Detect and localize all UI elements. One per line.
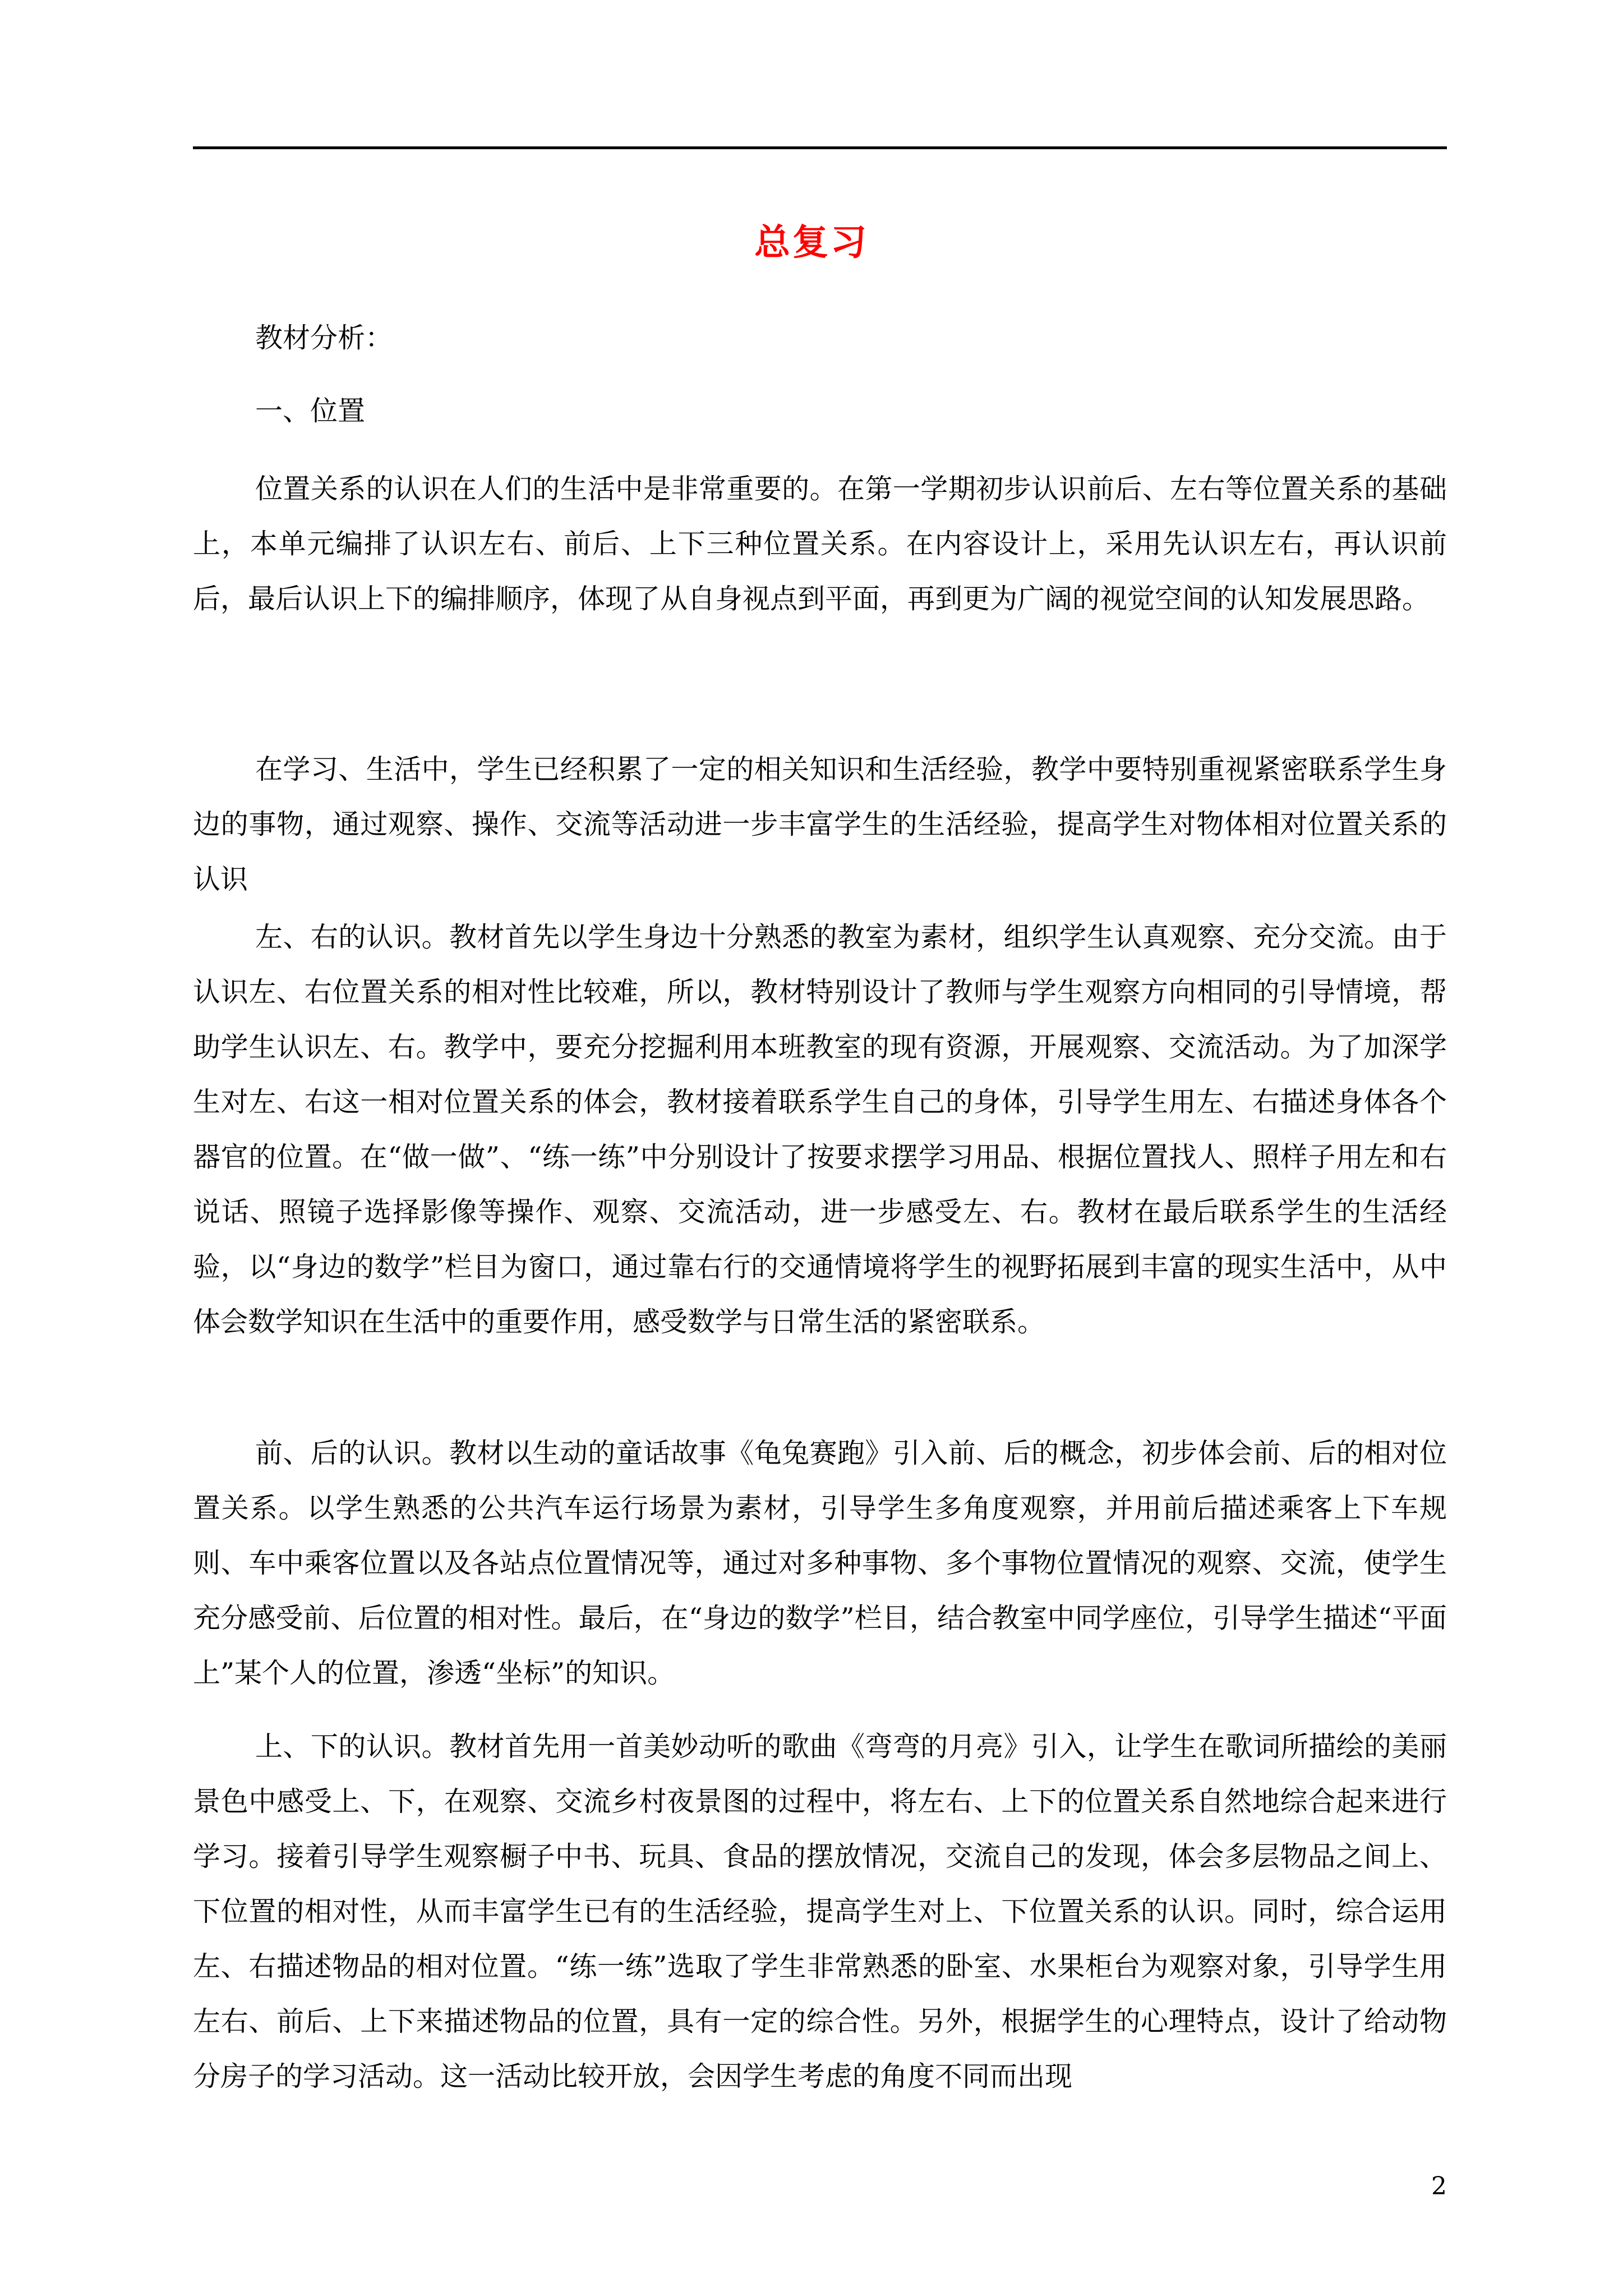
paragraph-up-down: 上、下的认识。教材首先用一首美妙动听的歌曲《弯弯的月亮》引入，让学生在歌词所描绘的美丽景色中感受上、下，在观察、交流乡村夜景图的过程中，将左右、上下的位置关系自然地综合起来进行学习。接着引导学生观察橱子中书、玩具、食品的摆放情况，交流自己的发现，体会多层物品之间上、下位置的相对性，从而丰富学生已有的生活经验，提高学生对上、下位置关系的认识。同时，综合运用左、右描述物品的相对位置。“练一练”选取了学生非常熟悉的卧室、水果柜台为观察对象，引导学生用左右、前后、上下来描述物品的位置，具有一定的综合性。另外，根据学生的心理特点，设计了给动物分房子的学习活动。这一活动比较开放，会因学生考虑的角度不同而出现 [193, 1731, 1447, 2092]
paragraph-position-intro: 位置关系的认识在人们的生活中是非常重要的。在第一学期初步认识前后、左右等位置关系的基础上，本单元编排了认识左右、前后、上下三种位置关系。在内容设计上，采用先认识左右，再认识前后，最后认识上下的编排顺序，体现了从自身视点到平面，再到更为广阔的视觉空间的认知发展思路。 [193, 473, 1447, 615]
paragraph-front-back: 前、后的认识。教材以生动的童话故事《龟兔赛跑》引入前、后的概念，初步体会前、后的相对位置关系。以学生熟悉的公共汽车运行场景为素材，引导学生多角度观察，并用前后描述乘客上下车规则、车中乘客位置以及各站点位置情况等，通过对多种事物、多个事物位置情况的观察、交流，使学生充分感受前、后位置的相对性。最后，在“身边的数学”栏目，结合教室中同学座位，引导学生描述“平面上”某个人的位置，渗透“坐标”的知识。 [193, 1437, 1447, 1689]
page-title: 总复习 [754, 222, 869, 264]
page-number: 2 [1431, 2172, 1447, 2201]
subsection-label: 一、位置 [255, 395, 366, 427]
paragraph-left-right: 左、右的认识。教材首先以学生身边十分熟悉的教室为素材，组织学生认真观察、充分交流。由于认识左、右位置关系的相对性比较难，所以，教材特别设计了教师与学生观察方向相同的引导情境，帮助学生认识左、右。教学中，要充分挖掘利用本班教室的现有资源，开展观察、交流活动。为了加深学生对左、右这一相对位置关系的体会，教材接着联系学生自己的身体，引导学生用左、右描述身体各个器官的位置。在“做一做”、“练一练”中分别设计了按要求摆学习用品、根据位置找人、照样子用左和右说话、照镜子选择影像等操作、观察、交流活动，进一步感受左、右。教材在最后联系学生的生活经验，以“身边的数学”栏目为窗口，通过靠右行的交通情境将学生的视野拓展到丰富的现实生活中，从中体会数学知识在生活中的重要作用，感受数学与日常生活的紧密联系。 [193, 921, 1447, 1338]
paragraph-learning-life: 在学习、生活中，学生已经积累了一定的相关知识和生活经验，教学中要特别重视紧密联系学生身边的事物，通过观察、操作、交流等活动进一步丰富学生的生活经验，提高学生对物体相对位置关系的认识 [193, 753, 1447, 895]
header-rule [193, 146, 1447, 149]
section-label: 教材分析： [255, 322, 393, 354]
